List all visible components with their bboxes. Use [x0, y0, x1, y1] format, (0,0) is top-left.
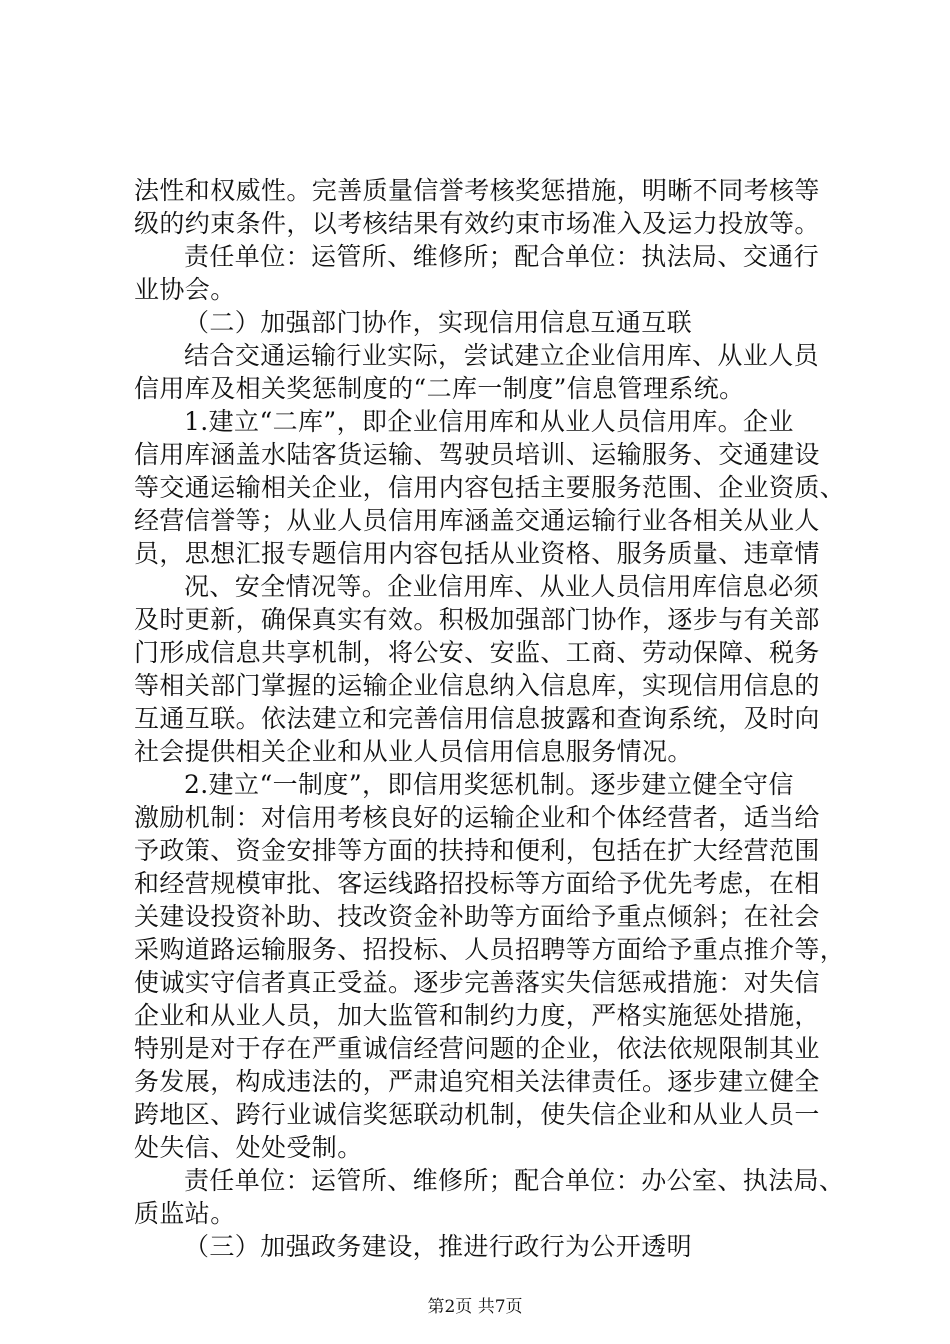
text-line: 结合交通运输行业实际，尝试建立企业信用库、从业人员: [184, 341, 820, 370]
text-line: 信用库涵盖水陆客货运输、驾驶员培训、运输服务、交通建设: [134, 440, 820, 469]
page-number-footer: 第2页 共7页: [427, 1297, 523, 1317]
text-line: 互通互联。依法建立和完善信用信息披露和查询系统，及时向: [134, 704, 820, 733]
text-line: 和经营规模审批、客运线路招投标等方面给予优先考虑，在相: [134, 869, 820, 898]
text-line: 处失信、处处受制。: [134, 1133, 363, 1162]
text-line: 特别是对于存在严重诚信经营问题的企业，依法依规限制其业: [134, 1034, 820, 1063]
text-line: 2.建立“一制度”，即信用奖惩机制。逐步建立健全守信: [184, 770, 794, 799]
text-line: 及时更新，确保真实有效。积极加强部门协作，逐步与有关部: [134, 605, 820, 634]
text-line: 关建设投资补助、技改资金补助等方面给予重点倾斜；在社会: [134, 902, 820, 931]
text-line: 况、安全情况等。企业信用库、从业人员信用库信息必须: [184, 572, 820, 601]
text-line: 企业和从业人员，加大监管和制约力度，严格实施惩处措施，: [134, 1001, 820, 1030]
text-line: 门形成信息共享机制，将公安、安监、工商、劳动保障、税务: [134, 638, 820, 667]
section-heading: （三）加强政务建设，推进行政行为公开透明: [184, 1232, 693, 1261]
text-line: 予政策、资金安排等方面的扶持和便利，包括在扩大经营范围: [134, 836, 820, 865]
text-line: 责任单位：运管所、维修所；配合单位：办公室、执法局、: [184, 1166, 845, 1195]
text-line: 等交通运输相关企业，信用内容包括主要服务范围、企业资质、: [134, 473, 846, 502]
text-line: 等相关部门掌握的运输企业信息纳入信息库，实现信用信息的: [134, 671, 820, 700]
text-line: 经营信誉等；从业人员信用库涵盖交通运输行业各相关从业人: [134, 506, 820, 535]
text-line: 采购道路运输服务、招投标、人员招聘等方面给予重点推介等，: [134, 935, 846, 964]
text-line: 质监站。: [134, 1199, 236, 1228]
text-line: 务发展，构成违法的，严肃追究相关法律责任。逐步建立健全: [134, 1067, 820, 1096]
section-heading: （二）加强部门协作，实现信用信息互通互联: [184, 308, 693, 337]
text-line: 使诚实守信者真正受益。逐步完善落实失信惩戒措施：对失信: [134, 968, 820, 997]
text-line: 员，思想汇报专题信用内容包括从业资格、服务质量、违章情: [134, 539, 820, 568]
text-line: 业协会。: [134, 275, 236, 304]
text-line: 激励机制：对信用考核良好的运输企业和个体经营者，适当给: [134, 803, 820, 832]
text-line: 信用库及相关奖惩制度的“二库一制度”信息管理系统。: [134, 374, 745, 403]
text-line: 责任单位：运管所、维修所；配合单位：执法局、交通行: [184, 242, 820, 271]
text-line: 跨地区、跨行业诚信奖惩联动机制，使失信企业和从业人员一: [134, 1100, 820, 1129]
text-line: 1.建立“二库”，即企业信用库和从业人员信用库。企业: [184, 407, 794, 436]
text-line: 社会提供相关企业和从业人员信用信息服务情况。: [134, 737, 693, 766]
text-line: 级的约束条件，以考核结果有效约束市场准入及运力投放等。: [134, 209, 820, 238]
text-line: 法性和权威性。完善质量信誉考核奖惩措施，明晰不同考核等: [134, 176, 820, 205]
